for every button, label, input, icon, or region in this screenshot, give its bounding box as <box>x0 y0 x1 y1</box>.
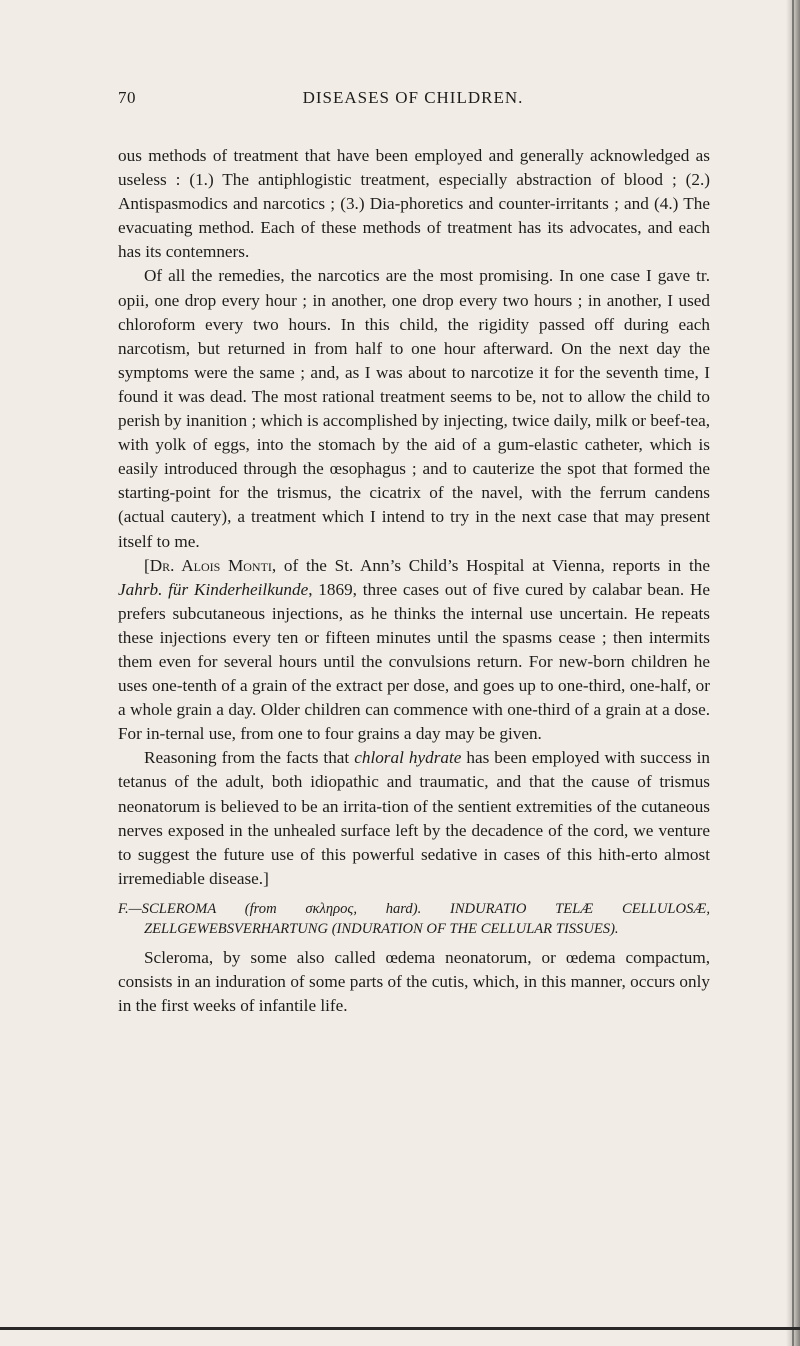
page-edge-line <box>792 0 794 1346</box>
section-letter: F.— <box>118 900 142 917</box>
paragraph-treatment-methods: ous methods of treatment that have been employed and generally acknowledged as useless : (1.) The antiphlogistic treatment, especially abstraction of blood ; (2.) Antispasmodics and narcotics ; (3.) Dia-phoretics and counter-irritants ; and (4.) The evacuating method. Each of these methods of treatment has its advocates, and each has its contemners. <box>118 146 710 262</box>
greek-word: σκληρος <box>305 900 354 917</box>
bottom-rule <box>0 1327 800 1330</box>
header-title: DISEASES OF CHILDREN. <box>302 88 524 107</box>
running-head <box>118 88 708 112</box>
page-number: 70 <box>118 88 136 107</box>
chloral-hydrate-term: chloral hydrate <box>354 748 462 768</box>
chloral-text-b: has been employed with success in tetanus of the adult, both idiopathic and traumatic, and that the cause of trismus neonatorum is believed to be an irrita-tion of the sentient extremities of the cutaneous nerves exposed in the unhealed surface left by the decadence of the cord, we venture to suggest the future use of this powerful sedative in cases of this hith-erto almost irremediable disease.] <box>118 748 711 888</box>
latin-name: INDURATIO TELÆ CELLULOSÆ <box>449 900 707 917</box>
german-name: , ZELLGEWEBSVERHARTUNG <box>144 900 710 938</box>
report-text-a: , of the St. Ann’s Child’s Hospital at Vienna, reports in the <box>271 555 710 575</box>
paragraph-narcotics: Of all the remedies, the narcotics are the most promising. In one case I gave tr. opii, one drop every hour ; in another, one drop every two hours ; in another, I used chloroform every two hours. In this child, the rigidity passed off during each narcotism, but returned in from half to one hour afterward. On the next day the symptoms were the same ; and, as I was about to narcotize it for the seventh time, I found it was dead. The most rational treatment seems to be, not to allow the child to perish by inanition ; which is accomplished by injecting, twice daily, milk or beef-tea, with yolk of eggs, into the stomach by the aid of a gum-elastic catheter, which is easily introduced through the œsophagus ; and to cauterize the spot that formed the starting-point for the trismus, the cicatrix of the navel, with the ferrum candens (actual cautery), a treatment which I intend to try in the next case that may present itself to me. <box>118 266 710 551</box>
paragraph-monti-report <box>118 554 710 747</box>
section-heading-scleroma <box>118 899 710 940</box>
journal-title: Jahrb. für Kinderheilkunde <box>118 579 309 599</box>
etymology-open: (from <box>216 900 306 917</box>
bracket-open: [ <box>144 555 150 575</box>
english-name: (INDURATION OF THE CELLULAR TISSUES). <box>328 921 619 938</box>
etymology-close: , hard). <box>353 900 450 917</box>
section-name: SCLEROMA <box>141 900 216 917</box>
paragraph-scleroma-definition: Scleroma, by some also called œdema neonatorum, or œdema compactum, consists in an induration of some parts of the cutis, which, in this manner, occurs only in the first weeks of infantile life. <box>118 947 710 1016</box>
author-name: Dr. Alois Monti <box>149 555 272 575</box>
paragraph-chloral-hydrate <box>118 746 710 891</box>
report-text-b: , 1869, three cases out of five cured by calabar bean. He prefers subcutaneous injections, as he thinks the internal use uncertain. He repeats these injections every ten or fifteen minutes until the spasms cease ; then intermits them even for several hours until the convulsions return. For new-born children he uses one-tenth of a grain of the extract per dose, and goes up to one-third, one-half, or a whole grain a day. Older children can commence with one-third of a grain at a dose. For in-ternal use, from one to four grains a day may be given. <box>118 579 710 744</box>
chloral-text-a: Reasoning from the facts that <box>144 748 355 768</box>
text-body <box>118 144 710 1018</box>
